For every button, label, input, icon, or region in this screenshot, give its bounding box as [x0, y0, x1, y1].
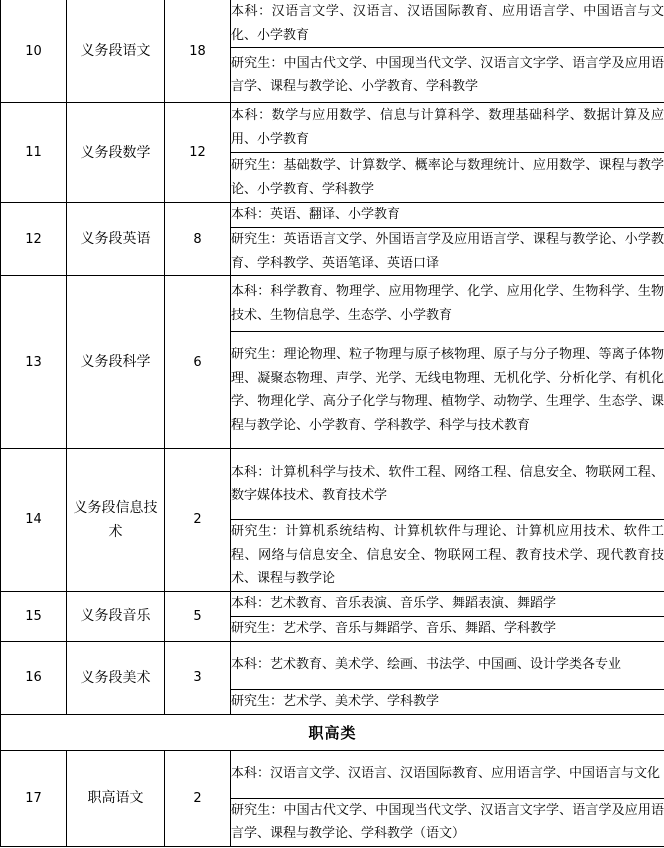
category-heading: 职高类 [1, 714, 664, 750]
category-row [1, 714, 664, 750]
bachelor-majors: 本科：汉语言文学、汉语言、汉语国际教育、应用语言学、中国语言与文化 [231, 750, 664, 798]
bachelor-majors: 本科：数学与应用数学、信息与计算科学、数理基础科学、数据计算及应用、小学教育 [231, 103, 664, 153]
graduate-majors: 研究生：艺术学、美术学、学科教学 [231, 689, 664, 714]
bachelor-majors: 本科：艺术教育、音乐表演、音乐学、舞蹈表演、舞蹈学 [231, 591, 664, 616]
row-number: 10 [1, 0, 67, 103]
position-count: 3 [165, 641, 231, 714]
bachelor-majors: 本科：科学教育、物理学、应用物理学、化学、应用化学、生物科学、生物技术、生物信息学、生态学、小学教育 [231, 276, 664, 332]
subject-name: 义务段数学 [67, 103, 165, 203]
position-count: 2 [165, 449, 231, 592]
row-number: 14 [1, 449, 67, 592]
row-number: 13 [1, 276, 67, 449]
row-number: 12 [1, 203, 67, 276]
bachelor-majors: 本科：英语、翻译、小学教育 [231, 203, 664, 228]
table-row [1, 276, 664, 332]
bachelor-majors: 本科：汉语言文学、汉语言、汉语国际教育、应用语言学、中国语言与文化、小学教育 [231, 0, 664, 48]
position-count: 5 [165, 591, 231, 641]
subject-name: 义务段英语 [67, 203, 165, 276]
graduate-majors: 研究生：中国古代文学、中国现当代文学、汉语言文字学、语言学及应用语言学、课程与教学论、小学教育、学科教学 [231, 48, 664, 103]
subject-name: 义务段科学 [67, 276, 165, 449]
subject-name: 义务段信息技术 [67, 449, 165, 592]
position-count: 2 [165, 750, 231, 846]
graduate-majors: 研究生：英语语言文学、外国语言学及应用语言学、课程与教学论、小学教育、学科教学、英语笔译、英语口译 [231, 228, 664, 276]
bachelor-majors: 本科：艺术教育、美术学、绘画、书法学、中国画、设计学类各专业 [231, 641, 664, 689]
table-row [1, 641, 664, 689]
position-count: 6 [165, 276, 231, 449]
bachelor-majors: 本科：计算机科学与技术、软件工程、网络工程、信息安全、物联网工程、数字媒体技术、教育技术学 [231, 449, 664, 520]
row-number: 16 [1, 641, 67, 714]
subject-name: 义务段美术 [67, 641, 165, 714]
graduate-majors: 研究生：计算机系统结构、计算机软件与理论、计算机应用技术、软件工程、网络与信息安全、信息安全、物联网工程、教育技术学、现代教育技术、课程与教学论 [231, 520, 664, 592]
table-row [1, 0, 664, 48]
graduate-majors: 研究生：理论物理、粒子物理与原子核物理、原子与分子物理、等离子体物理、凝聚态物理、声学、光学、无线电物理、无机化学、分析化学、有机化学、物理化学、高分子化学与物理、植物学、动物学、生理学、生态学、课程与教学论、小学教育、学科教学、科学与技术教育 [231, 332, 664, 449]
table-row [1, 750, 664, 798]
subject-name: 义务段音乐 [67, 591, 165, 641]
table-row [1, 449, 664, 520]
position-count: 8 [165, 203, 231, 276]
graduate-majors: 研究生：中国古代文学、中国现当代文学、汉语言文字学、语言学及应用语言学、课程与教学论、学科教学（语文） [231, 798, 664, 846]
position-count: 18 [165, 0, 231, 103]
row-number: 15 [1, 591, 67, 641]
subject-name: 职高语文 [67, 750, 165, 846]
subject-name: 义务段语文 [67, 0, 165, 103]
table-row [1, 103, 664, 153]
position-count: 12 [165, 103, 231, 203]
table-row [1, 591, 664, 616]
graduate-majors: 研究生：艺术学、音乐与舞蹈学、音乐、舞蹈、学科教学 [231, 616, 664, 641]
graduate-majors: 研究生：基础数学、计算数学、概率论与数理统计、应用数学、课程与教学论、小学教育、学科教学 [231, 153, 664, 203]
row-number: 17 [1, 750, 67, 846]
row-number: 11 [1, 103, 67, 203]
table-row [1, 203, 664, 228]
